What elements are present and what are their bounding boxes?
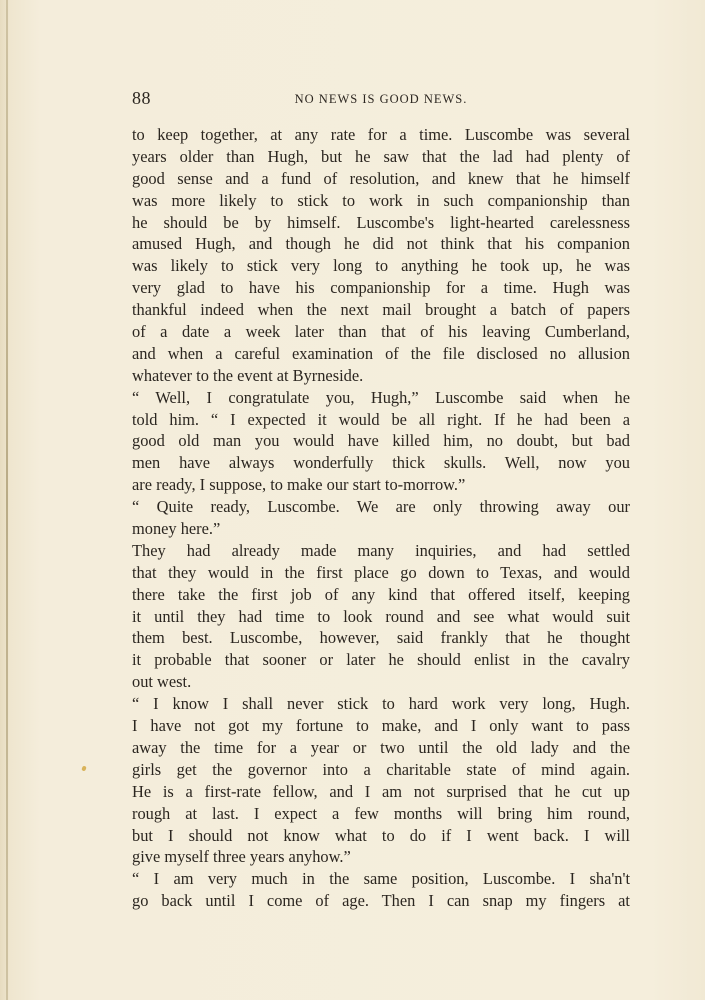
text-line: are ready, I suppose, to make our start to-morrow.” (132, 475, 466, 495)
text-line: money here.” (132, 519, 221, 539)
text-line: years older than Hugh, but he saw that the lad had plenty of (132, 146, 630, 166)
text-line: it probable that sooner or later he should enlist in the cavalry (132, 650, 630, 670)
text-line: go back until I come of age. Then I can snap my fingers at (132, 891, 630, 911)
text-line: that they would in the first place go down to Texas, and would (132, 562, 630, 582)
text-line: good old man you would have killed him, no doubt, but bad (132, 431, 630, 451)
text-line: it until they had time to look round and see what would suit (132, 606, 630, 626)
text-line: very glad to have his companionship for a time. Hugh was (132, 278, 630, 298)
text-line: them best. Luscombe, however, said frankly that he thought (132, 628, 630, 648)
text-line: out west. (132, 672, 192, 692)
text-line: and when a careful examination of the file disclosed no allusion (132, 343, 630, 363)
page-binding-edge (6, 0, 8, 1000)
running-title: NO NEWS IS GOOD NEWS. (294, 92, 468, 106)
text-line: They had already made many inquiries, and had settled (132, 540, 630, 560)
text-line: I have not got my fortune to make, and I only want to pass (132, 716, 630, 736)
text-line: men have always wonderfully thick skulls. Well, now you (132, 453, 630, 473)
text-line: was more likely to stick to work in such companionship than (132, 190, 630, 210)
text-line: thankful indeed when the next mail brought a batch of papers (132, 300, 630, 320)
page-header (132, 88, 630, 110)
text-line: “ I am very much in the same position, Luscombe. I sha'n't (132, 869, 630, 889)
text-line: away the time for a year or two until the old lady and the (132, 737, 630, 757)
text-line: but I should not know what to do if I went back. I will (132, 825, 630, 845)
body-text (132, 124, 630, 912)
text-line: “ Quite ready, Luscombe. We are only throwing away our (132, 497, 630, 517)
text-line: whatever to the event at Byrneside. (132, 365, 364, 385)
text-line: “ Well, I congratulate you, Hugh,” Luscombe said when he (132, 387, 630, 407)
text-line: good sense and a fund of resolution, and knew that he himself (132, 168, 630, 188)
page-number: 88 (132, 88, 151, 108)
text-line: there take the first job of any kind that offered itself, keeping (132, 584, 630, 604)
text-line: to keep together, at any rate for a time. Luscombe was several (132, 125, 630, 144)
text-line: of a date a week later than that of his leaving Cumberland, (132, 322, 630, 342)
text-line: rough at last. I expect a few months will bring him round, (132, 803, 630, 823)
text-line: told him. “ I expected it would be all right. If he had been a (132, 409, 630, 429)
text-line: he should be by himself. Luscombe's light-hearted carelessness (132, 212, 630, 232)
paper-speck (81, 765, 86, 771)
text-line: was likely to stick very long to anything he took up, he was (132, 256, 630, 276)
text-line: girls get the governor into a charitable state of mind again. (132, 759, 630, 779)
text-line: “ I know I shall never stick to hard work very long, Hugh. (132, 694, 630, 714)
text-line: give myself three years anyhow.” (132, 847, 351, 867)
text-line: amused Hugh, and though he did not think that his companion (132, 234, 630, 254)
text-line: He is a first-rate fellow, and I am not surprised that he cut up (132, 781, 630, 801)
